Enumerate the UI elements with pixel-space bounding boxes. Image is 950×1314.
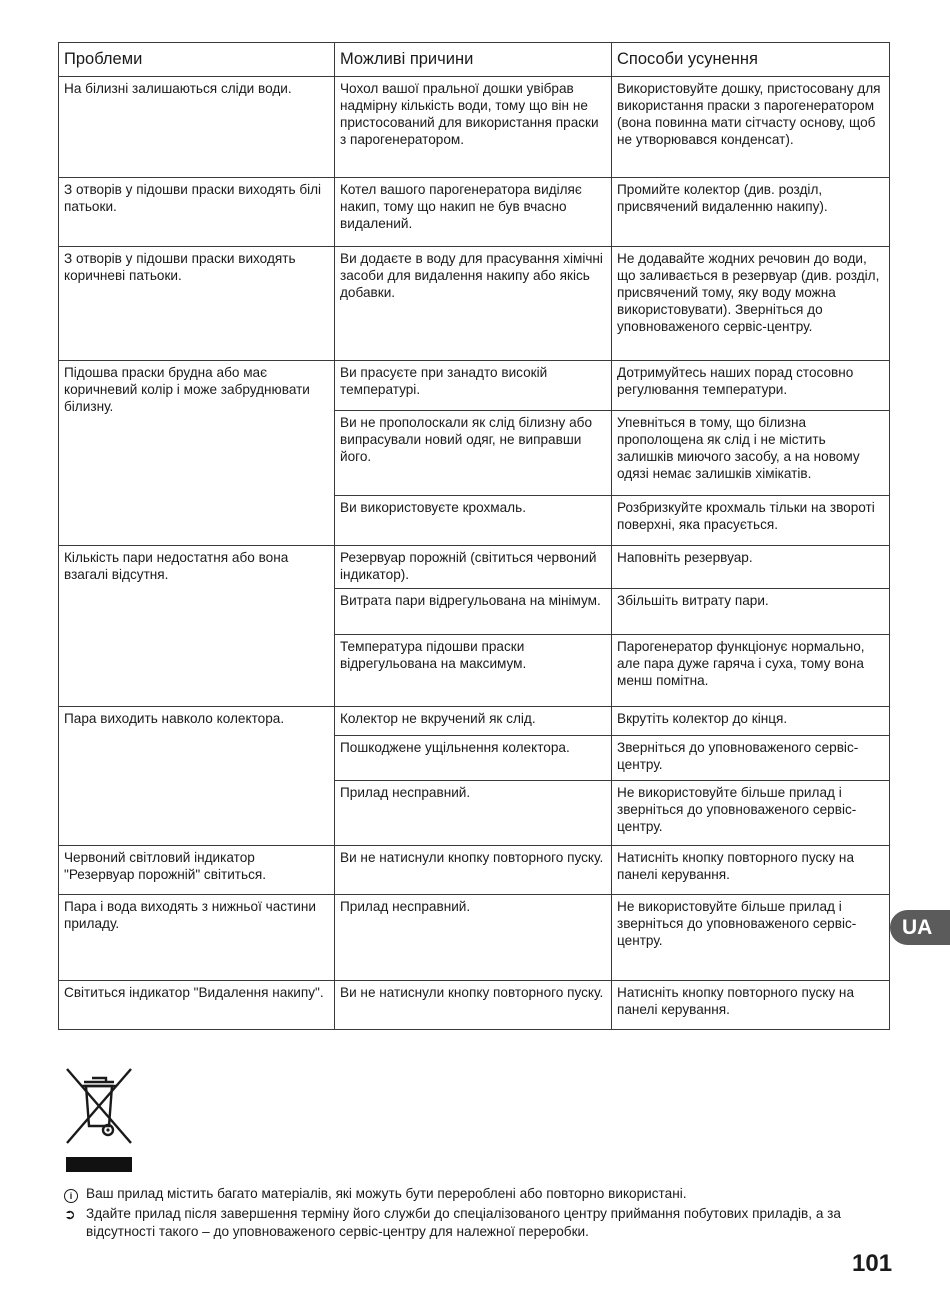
solution-cell: Використовуйте дошку, пристосовану для використання праски з парогенератором (вона повинна мати сітчасту основу, щоб не утворювався конденсат). xyxy=(612,77,890,178)
solution-cell: Дотримуйтесь наших порад стосовно регулювання температури. xyxy=(612,361,890,411)
solution-cell: Не використовуйте більше прилад і зверніться до уповноваженого сервіс-центру. xyxy=(612,781,890,846)
problem-cell: Пара виходить навколо колектора. xyxy=(59,707,335,846)
problem-cell: Підошва праски брудна або має коричневий колір і може забруднювати білизну. xyxy=(59,361,335,546)
table-row xyxy=(59,981,890,1030)
cause-cell: Витрата пари відрегульована на мінімум. xyxy=(335,589,612,635)
note-disposal xyxy=(64,1205,864,1241)
header-solutions: Способи усунення xyxy=(612,43,890,77)
table-row xyxy=(59,546,890,589)
cause-cell: Резервуар порожній (світиться червоний індикатор). xyxy=(335,546,612,589)
note-text: Ваш прилад містить багато матеріалів, які можуть бути перероблені або повторно використані. xyxy=(86,1186,687,1201)
solution-cell: Парогенератор функціонує нормально, але пара дуже гаряча і суха, тому вона менш помітна. xyxy=(612,635,890,707)
cause-cell: Прилад несправний. xyxy=(335,781,612,846)
solution-cell: Збільшіть витрату пари. xyxy=(612,589,890,635)
cause-cell: Ви використовуєте крохмаль. xyxy=(335,496,612,546)
cause-cell: Ви не натиснули кнопку повторного пуску. xyxy=(335,981,612,1030)
crossed-bin-icon xyxy=(62,1064,136,1148)
language-tab-label: UA xyxy=(902,915,933,939)
solution-cell: Натисніть кнопку повторного пуску на панелі керування. xyxy=(612,981,890,1030)
solution-cell: Не додавайте жодних речовин до води, що заливається в резервуар (див. розділ, присвячений тому, яку воду можна використовувати). Зверніться до уповноваженого сервіс-центру. xyxy=(612,247,890,361)
solution-cell: Наповніть резервуар. xyxy=(612,546,890,589)
cause-cell: Колектор не вкручений як слід. xyxy=(335,707,612,736)
solution-cell: Натисніть кнопку повторного пуску на панелі керування. xyxy=(612,846,890,895)
cause-cell: Ви додаєте в воду для прасування хімічні засоби для видалення накипу або якісь добавки. xyxy=(335,247,612,361)
cause-cell: Пошкоджене ущільнення колектора. xyxy=(335,736,612,781)
problem-cell: Пара і вода виходять з нижньої частини приладу. xyxy=(59,895,335,981)
table-row xyxy=(59,707,890,736)
solution-cell: Розбризкуйте крохмаль тільки на звороті поверхні, яка прасується. xyxy=(612,496,890,546)
troubleshooting-table xyxy=(58,42,890,1030)
table-body xyxy=(59,77,890,1030)
arrow-icon: ➲ xyxy=(64,1206,76,1222)
table-row xyxy=(59,247,890,361)
header-causes: Можливі причини xyxy=(335,43,612,77)
cause-cell: Ви не натиснули кнопку повторного пуску. xyxy=(335,846,612,895)
table-row xyxy=(59,895,890,981)
note-recyclable xyxy=(64,1185,864,1203)
problem-cell: Світиться індикатор "Видалення накипу". xyxy=(59,981,335,1030)
cause-cell: Температура підошви праски відрегульована на максимум. xyxy=(335,635,612,707)
info-icon: i xyxy=(64,1185,86,1203)
page-number: 101 xyxy=(852,1250,893,1277)
recycling-notes xyxy=(64,1185,864,1243)
note-text: Здайте прилад після завершення терміну його служби до спеціалізованого центру приймання побутових приладів, а за відсутності такого – до уповноваженого сервіс-центру для належної переробки. xyxy=(86,1206,841,1239)
solution-cell: Промийте колектор (див. розділ, присвячений видаленню накипу). xyxy=(612,178,890,247)
cause-cell: Котел вашого парогенератора виділяє накип, тому що накип не був вчасно видалений. xyxy=(335,178,612,247)
header-problems: Проблеми xyxy=(59,43,335,77)
cause-cell: Прилад несправний. xyxy=(335,895,612,981)
table-row xyxy=(59,846,890,895)
cause-cell: Ви не прополоскали як слід білизну або випрасували новий одяг, не виправши його. xyxy=(335,411,612,496)
table-row xyxy=(59,361,890,411)
table-row xyxy=(59,77,890,178)
solution-cell: Не використовуйте більше прилад і зверніться до уповноваженого сервіс-центру. xyxy=(612,895,890,981)
problem-cell: На білизні залишаються сліди води. xyxy=(59,77,335,178)
table-row xyxy=(59,178,890,247)
problem-cell: З отворів у підошви праски виходять білі патьоки. xyxy=(59,178,335,247)
solution-cell: Упевніться в тому, що білизна прополощена як слід і не містить залишків миючого засобу, а на новому одязі немає залишків хімікатів. xyxy=(612,411,890,496)
problem-cell: З отворів у підошви праски виходять коричневі патьоки. xyxy=(59,247,335,361)
cause-cell: Чохол вашої пральної дошки увібрав надмірну кількість води, тому що він не пристосований для використання праски з парогенератором. xyxy=(335,77,612,178)
cause-cell: Ви прасуєте при занадто високій температурі. xyxy=(335,361,612,411)
problem-cell: Кількість пари недостатня або вона взагалі відсутня. xyxy=(59,546,335,707)
table-header-row xyxy=(59,43,890,77)
language-tab xyxy=(890,910,950,945)
solution-cell: Вкрутіть колектор до кінця. xyxy=(612,707,890,736)
weee-bar xyxy=(66,1157,132,1172)
solution-cell: Зверніться до уповноваженого сервіс-центру. xyxy=(612,736,890,781)
problem-cell: Червоний світловий індикатор "Резервуар порожній" світиться. xyxy=(59,846,335,895)
